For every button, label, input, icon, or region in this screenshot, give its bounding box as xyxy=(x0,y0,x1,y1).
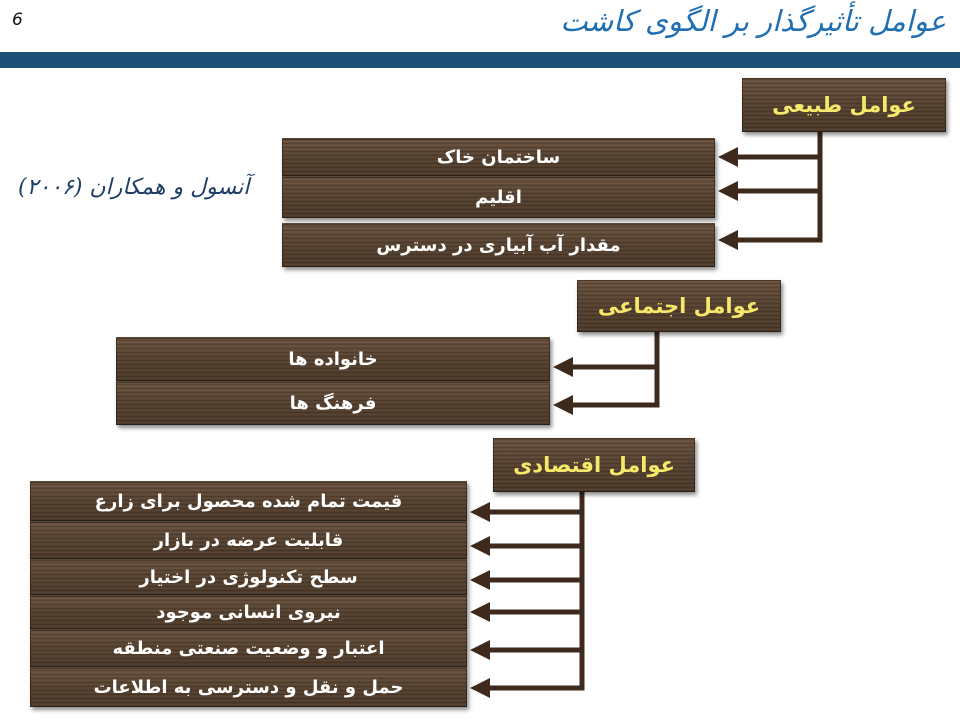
list-item: فرهنگ ها xyxy=(116,381,550,425)
slide-title: عوامل تأثیرگذار بر الگوی کاشت xyxy=(560,4,946,38)
arrow-head xyxy=(553,357,573,377)
heading-economic-factors: عوامل اقتصادی xyxy=(493,438,695,492)
list-item: مقدار آب آبیاری در دسترس xyxy=(282,223,715,267)
list-item: قیمت تمام شده محصول برای زارع xyxy=(30,481,467,521)
list-item: حمل و نقل و دسترسی به اطلاعات xyxy=(30,667,467,707)
list-item: خانواده ها xyxy=(116,337,550,381)
arrow-head xyxy=(718,147,738,167)
list-item: ساختمان خاک xyxy=(282,138,715,176)
arrow-head xyxy=(718,230,738,250)
arrow-head xyxy=(470,502,490,522)
arrow-head xyxy=(470,678,490,698)
page-number: 6 xyxy=(12,10,23,30)
arrow-head xyxy=(718,181,738,201)
list-item: اعتبار و وضعیت صنعتی منطقه xyxy=(30,629,467,667)
list-item: اقلیم xyxy=(282,176,715,218)
list-item: سطح تکنولوژی در اختیار xyxy=(30,559,467,595)
arrow-head xyxy=(553,395,573,415)
heading-natural-factors: عوامل طبیعی xyxy=(742,78,946,132)
list-item: قابلیت عرضه در بازار xyxy=(30,521,467,559)
list-item: نیروی انسانی موجود xyxy=(30,595,467,629)
arrow-head xyxy=(470,602,490,622)
arrow-head xyxy=(470,640,490,660)
heading-social-factors: عوامل اجتماعی xyxy=(577,280,781,332)
citation-text: آنسول و همکاران (۲۰۰۶) xyxy=(18,175,250,200)
arrow-head xyxy=(470,536,490,556)
arrow-head xyxy=(470,570,490,590)
